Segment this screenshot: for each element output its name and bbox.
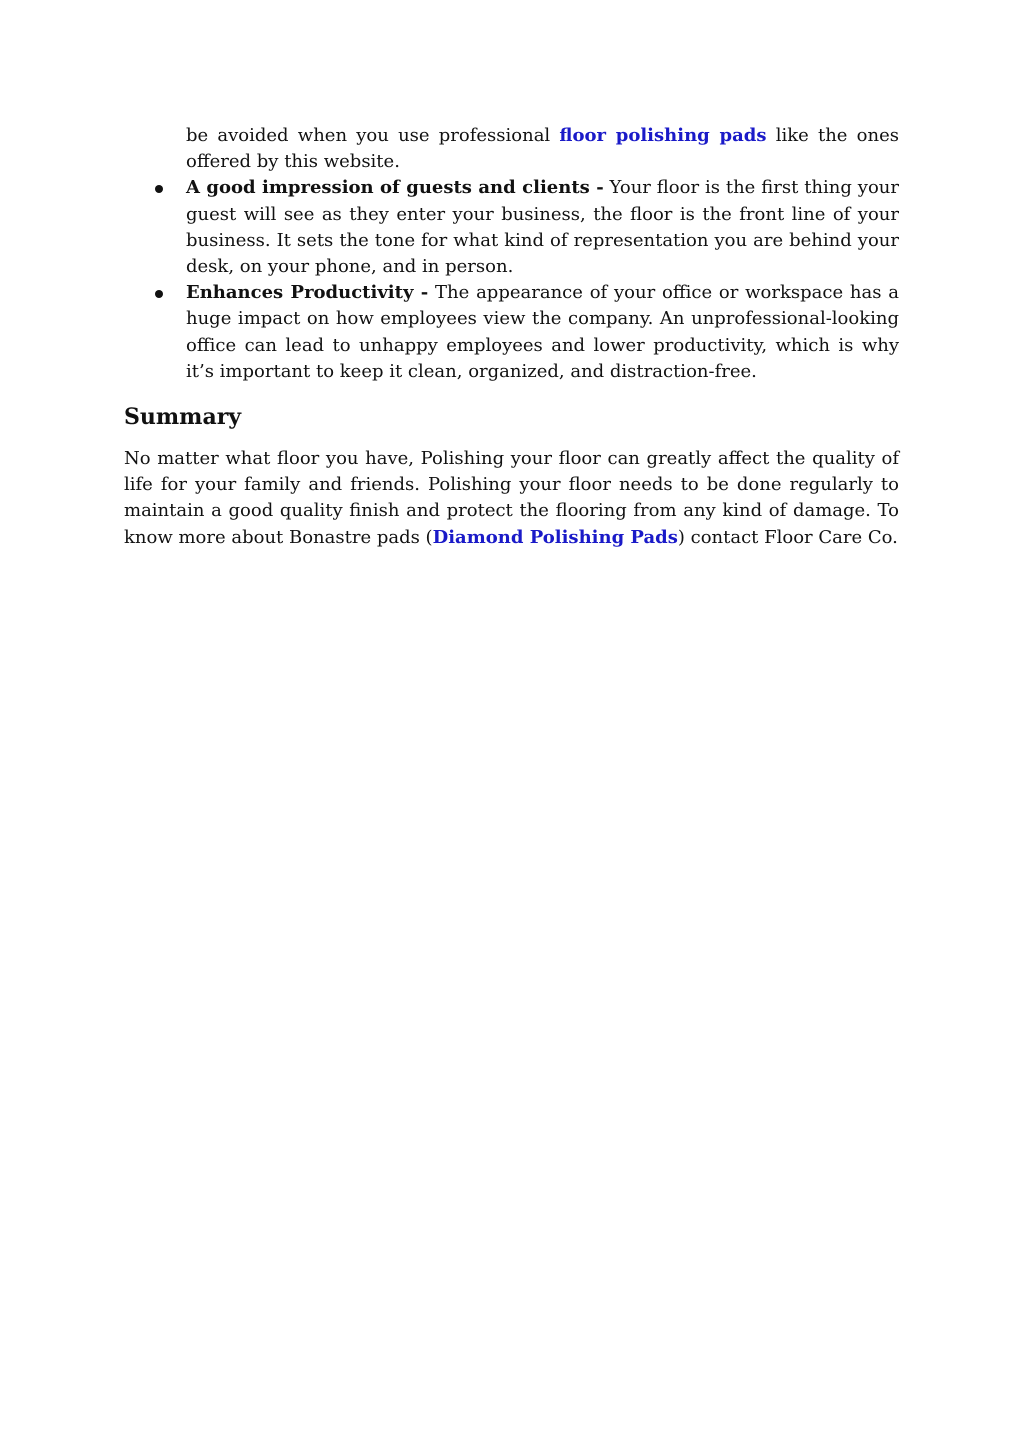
- list-item-impression: [124, 175, 899, 280]
- bullet-text: Your floor is the first thing your guest will see as they enter your business, the floor is the front line of your business. It sets the tone for what kind of representation you are behind your desk, on your phone, and in person.: [186, 177, 899, 278]
- summary-text-before: No matter what floor you have, Polishing your floor can greatly affect the quality of life for your family and friends. Polishing your floor needs to be done regularly to maintain a good quality finish and protect the flooring from any kind of damage. To know more about Bonastre pads (: [124, 448, 899, 548]
- floor-polishing-pads-link[interactable]: floor polishing pads: [559, 125, 767, 146]
- summary-text-after: ) contact Floor Care Co.: [677, 526, 898, 548]
- benefits-list: [124, 175, 899, 385]
- intro-continued-paragraph: [186, 123, 899, 175]
- list-item-productivity: [124, 280, 899, 385]
- intro-text-after: like the ones offered by this website.: [186, 125, 899, 173]
- bullet-icon: [155, 290, 163, 298]
- diamond-polishing-pads-link[interactable]: Diamond Polishing Pads: [432, 526, 678, 548]
- bullet-text: The appearance of your office or workspace has a huge impact on how employees view the company. An unprofessional-looking office can lead to unhappy employees and lower productivity, which is why it’s important to keep it clean, organized, and distraction-free.: [186, 282, 899, 382]
- summary-heading: Summary: [124, 404, 242, 431]
- bullet-title: A good impression of guests and clients -: [186, 177, 604, 199]
- page-content: [124, 123, 899, 551]
- bullet-title: Enhances Productivity -: [186, 282, 429, 304]
- bullet-icon: [155, 185, 163, 193]
- summary-paragraph: [124, 446, 899, 551]
- intro-text-before: be avoided when you use professional: [186, 125, 560, 146]
